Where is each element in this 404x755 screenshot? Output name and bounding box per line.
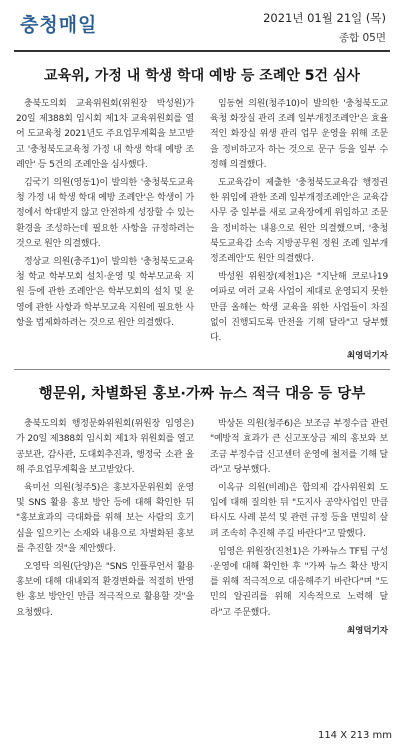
publication-date: 2021년 01월 21일 (목): [263, 11, 386, 25]
article-divider: [14, 369, 390, 370]
article2-paragraph: 육미선 의원(청주5)은 홍보자문위원회 운영 및 SNS 활용 홍보 방안 등에 대해 확인한 뒤 "홍보효과의 극대화를 위해 보는 사람의 호기심을 일으키는 소재와 내용으로 차별화된 홍보를 추진할 것"을 제안했다.: [16, 483, 194, 554]
article2-paragraph: 이옥규 의원(비례)은 합의제 감사위원회 도입에 대해 질의한 뒤 "도지사 공약사업인 만큼 타시도 사례 분석 및 관련 규정 등을 면밀히 살펴 조속히 추진해 주길 바란다"고 말했다.: [210, 483, 388, 539]
article2-byline: 최영덕기자: [346, 625, 388, 636]
article1-paragraph: 박성원 위원장(제천1)은 "지난해 코로나19 여파로 여러 교육 사업이 제대로 운영되지 못한 만큼 올해는 학생 교육을 위한 사업들이 차질 없이 진행되도록 만전을 기해 달라"고 당부했다.: [210, 272, 388, 344]
article1-left-column: [16, 97, 194, 361]
article1-paragraph: 김국기 의원(영동1)이 발의한 '충청북도교육청 가정 내 학생 학대 예방 조례안'은 학생이 가정에서 학대받지 않고 안전하게 성장할 수 있는 환경을 조성하는데 필요한 사항을 규정하려는 것으로 원안 의결했다.: [16, 178, 194, 249]
page-number: 종합 05면: [338, 32, 386, 44]
article2-body: [10, 417, 394, 636]
article1-paragraph: 도교육감이 제출한 '충청북도교육감 행정권한 위임에 관한 조례 일부개정조례안'은 교육감 사무 중 일부를 새로 교육장에게 위임하고 조문을 정비하는 내용으로 원안 의결했으며, '충청북도교육감 소속 지방공무원 정원 조례 일부개정조례안'도 원안 의결했다.: [210, 178, 388, 265]
article1-body: [10, 97, 394, 361]
article2-paragraph: 충북도의회 행정문화위원회(위원장 임영은)가 20일 제388회 임시회 제1차 위원회를 열고 공보관, 감사관, 도대회추진과, 행정국 소관 올해 주요업무계획을 보고받았다.: [16, 419, 194, 475]
article1-right-column: [210, 97, 388, 361]
article2-headline: 행문위, 차별화된 홍보·가짜 뉴스 적극 대응 등 당부: [38, 386, 366, 403]
article1-headline: 교육위, 가정 내 학생 학대 예방 등 조례안 5건 심사: [44, 68, 360, 84]
article1-paragraph: 충북도의회 교육위원회(위원장 박성원)가 20일 제388회 임시회 제1차 교육위원회를 열어 도교육청 2021년도 주요업무계획을 보고받고 '충청북도교육청 가정 내 학생 학대 예방 조례안' 등 5건의 조례안을 심사했다.: [16, 99, 194, 170]
newspaper-logo: 충청매일: [20, 14, 98, 36]
article2-paragraph: 박상돈 의원(청주6)은 보조금 부정수급 관련 "예방적 효과가 큰 신고포상금 제의 홍보와 보조금 부정수급 신고센터 운영에 철저를 기해 달라"고 당부했다.: [210, 419, 388, 475]
masthead-rule: [14, 50, 390, 52]
article1-paragraph: 정상교 의원(충주1)이 발의한 '충청북도교육청 학교 학부모회 설치·운영 및 학부모교육 지원 등에 관한 조례안'은 학부모회의 설치 및 운영에 관한 사항과 학부모교육 지원에 필요한 사항을 법제화하려는 것으로 원안 의결했다.: [16, 257, 194, 328]
masthead: [10, 6, 394, 50]
article2-paragraph: 오영탁 의원(단양)은 "SNS 인플루언서 활용 홍보에 대해 대내외적 환경변화를 적절히 반영한 홍보 방안인 만큼 적극적으로 활용할 것"을 요청했다.: [16, 562, 194, 618]
clipping-size: 114 X 213 mm: [317, 730, 392, 741]
article1-byline: 최영덕기자: [346, 351, 388, 362]
article1-paragraph: 임동현 의원(청주10)이 발의한 '충청북도교육청 화장실 관리 조례 일부개정조례안'은 효율적인 화장실 위생 관리 업무 운영을 위해 조문을 정비하고자 하는 것으로 문구 등을 일부 수정해 의결했다.: [210, 99, 388, 170]
article2-right-column: [210, 417, 388, 636]
article2-paragraph: 임영은 위원장(진천1)은 가짜뉴스 TF팀 구성·운영에 대해 확인한 후 "가짜 뉴스 확산 방지를 위해 적극적으로 대응해주기 바란다"며 "도민의 알권리를 위해 지속적으로 노력해 달라"고 주문했다.: [210, 546, 388, 618]
article2-left-column: [16, 417, 194, 636]
